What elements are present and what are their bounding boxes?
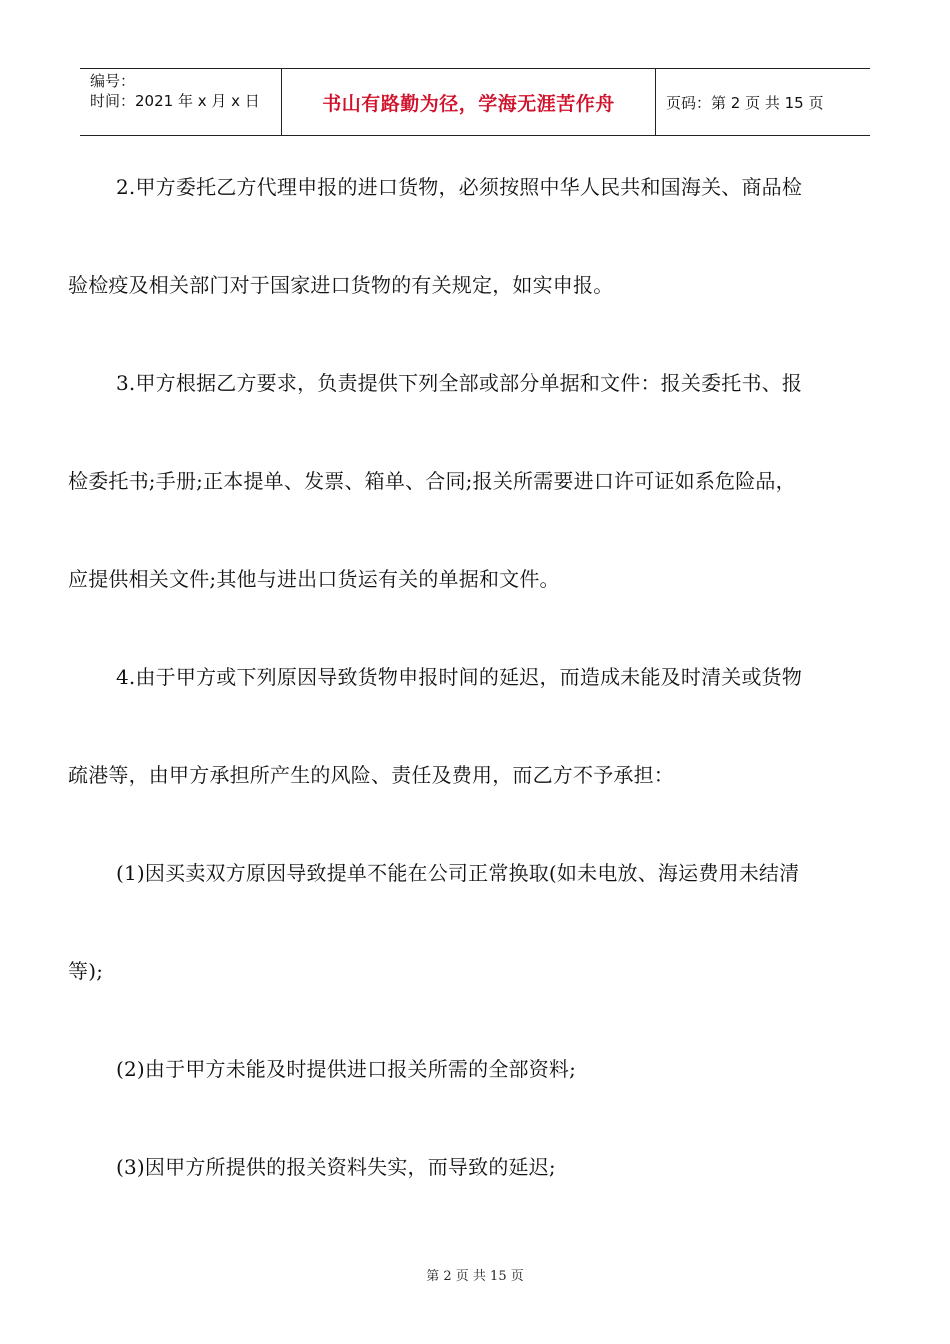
body-line: 应提供相关文件;其他与进出口货运有关的单据和文件。 [68, 567, 560, 591]
body-line: 2.甲方委托乙方代理申报的进口货物，必须按照中华人民共和国海关、商品检 [116, 175, 803, 199]
page-footer: 第 2 页 共 15 页 [426, 1269, 524, 1284]
document-header [80, 68, 870, 136]
header-page-info: 页码：第 2 页 共 15 页 [666, 93, 824, 112]
body-line: 验检疫及相关部门对于国家进口货物的有关规定，如实申报。 [68, 273, 614, 297]
body-line: 疏港等，由甲方承担所产生的风险、责任及费用，而乙方不予承担： [68, 763, 674, 787]
document-date-label: 时间：2021 年 x 月 x 日 [90, 92, 260, 110]
header-meta-cell [80, 69, 282, 135]
body-line: 等); [68, 959, 104, 983]
document-number-label: 编号： [90, 72, 136, 90]
header-motto: 书山有路勤为径，学海无涯苦作舟 [282, 69, 656, 135]
body-line: (1)因买卖双方原因导致提单不能在公司正常换取(如未电放、海运费用未结清 [116, 861, 800, 885]
body-line: 3.甲方根据乙方要求，负责提供下列全部或部分单据和文件：报关委托书、报 [116, 371, 803, 395]
body-line: (3)因甲方所提供的报关资料失实，而导致的延迟; [116, 1155, 556, 1179]
body-line: 检委托书;手册;正本提单、发票、箱单、合同;报关所需要进口许可证如系危险品， [68, 469, 796, 493]
body-line: 4.由于甲方或下列原因导致货物申报时间的延迟，而造成未能及时清关或货物 [116, 665, 803, 689]
body-line: (2)由于甲方未能及时提供进口报关所需的全部资料; [116, 1057, 577, 1081]
